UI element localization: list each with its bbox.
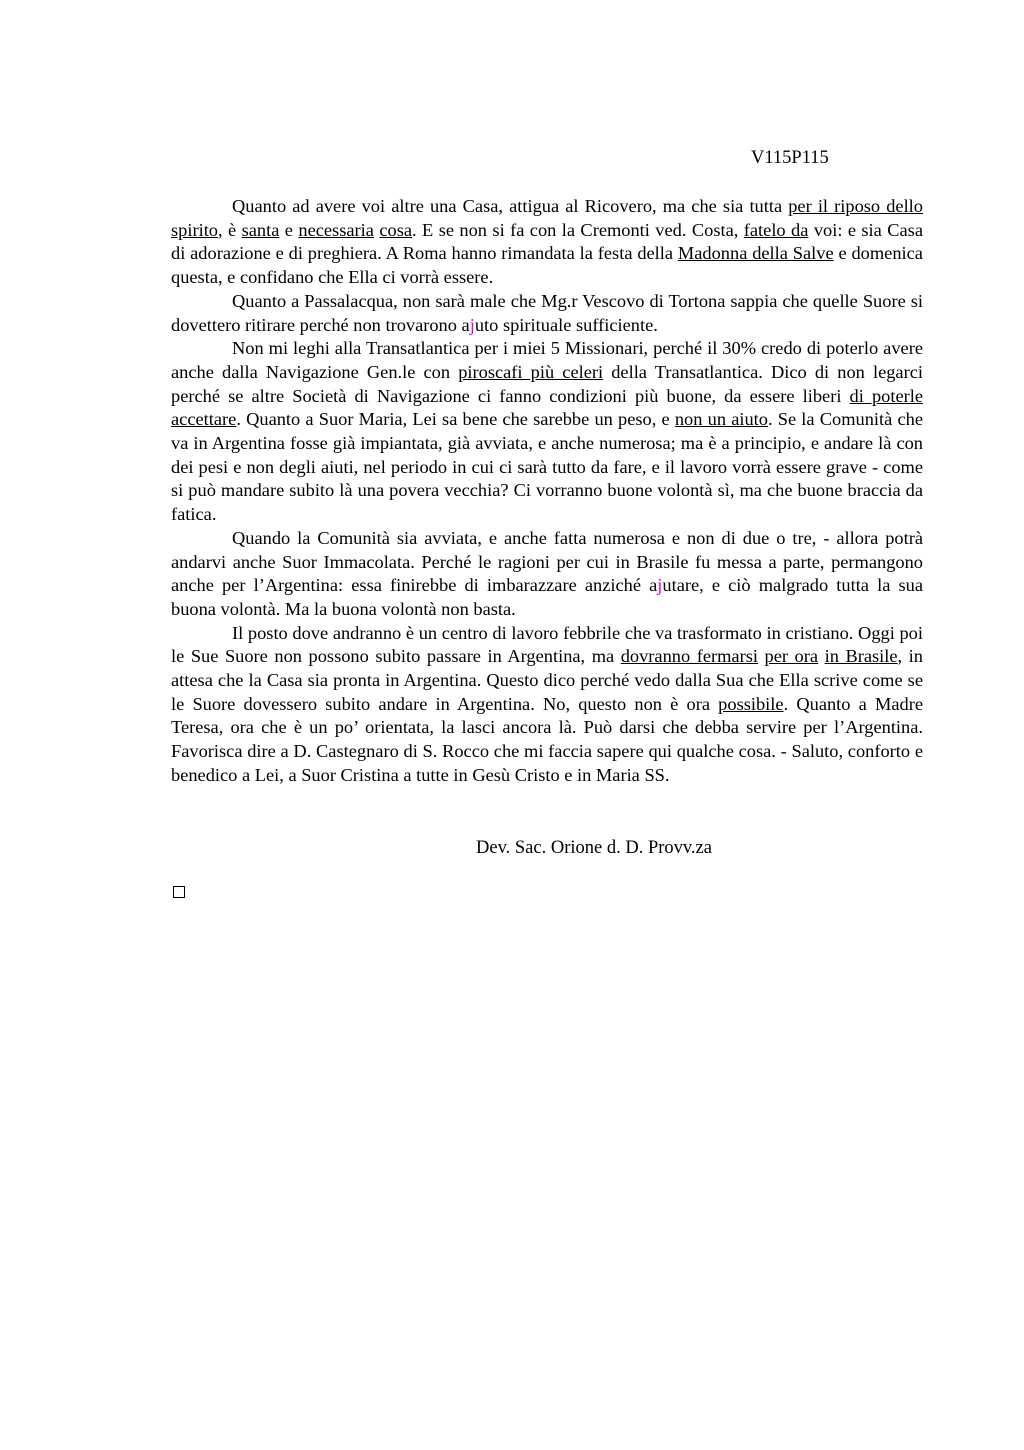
underlined-text: per ora [764,646,819,667]
text-segment: , in attesa che la Casa sia pronta in Argentina. Questo dico perché vedo dalla Sua che Ella scrive come se le Suore dovessero subito andare in Argentina. No, questo non è ora [171,646,923,714]
text-segment: . Quanto a Suor Maria, Lei sa bene che sarebbe un peso, e [236,409,675,430]
text-segment: Quanto a Passalacqua, non sarà male che Mg.r Vescovo di Tortona sappia che quelle Suore si dovettero ritirare perché non trovarono a [171,290,923,335]
text-segment: , è [218,219,242,240]
paragraph [171,290,923,337]
text-segment: e domenica questa, e confidano che Ella ci vorrà essere. [171,243,923,288]
text-segment: della Transatlantica. Dico di non legarci perché se altre Società di Navigazione ci fanno condizioni più buone, da essere liberi [171,361,923,406]
text-segment: Non mi leghi alla Transatlantica per i miei 5 Missionari, perché il 30% credo di poterlo avere anche dalla Navigazione Gen.le con [171,338,923,382]
letter-body [171,195,923,788]
text-segment: e [279,219,299,240]
text-segment: utare, e ciò malgrado tutta la sua buona volontà. Ma la buona volontà non basta. [171,575,923,619]
signature: Dev. Sac. Orione d. D. Provv.za [476,838,712,858]
highlighted-letter: j [469,314,475,335]
text-segment: Quanto ad avere voi altre una Casa, attigua al Ricovero, ma che sia tutta [232,196,789,216]
paragraph [171,195,923,290]
highlighted-letter: j [657,575,663,596]
underlined-text: cosa [379,219,413,240]
underlined-text: fatelo da [743,219,809,240]
underlined-text: non un aiuto [674,409,768,430]
text-segment: Il posto dove andranno è un centro di lavoro febbrile che va trasformato in cristiano. Oggi poi le Sue Suore non possono subito passare in Argentina, ma [171,622,923,667]
page-id: V115P115 [751,148,829,168]
empty-square-icon [173,886,185,898]
paragraph [171,622,923,788]
underlined-text: santa [241,219,280,240]
paragraph [171,527,923,622]
underlined-text: necessaria [298,219,374,240]
text-segment: Quando la Comunità sia avviata, e anche fatta numerosa e non di due o tre, - allora potrà andarvi anche Suor Immacolata. Perché le ragioni per cui in Brasile fu messa a parte, permangono anche per l’Argentina: essa finirebbe di imbarazzare anziché a [171,527,923,596]
underlined-text: di poterle accettare [171,385,924,430]
underlined-text: in Brasile [824,646,898,667]
text-segment: . Quanto a Madre Teresa, ora che è un po’ orientata, la lasci ancora là. Può darsi che debba servire per l’Argentina. Favorisca dire a D. Castegnaro di S. Rocco che mi faccia sapere qui qualche cosa. - Saluto, conforto e benedico a Lei, a Suor Cristina a tutte in Gesù Cristo e in Maria SS. [171,693,923,785]
underlined-text: dovranno fermarsi [620,646,758,667]
text-segment: . E se non si fa con la Cremonti ved. Costa, [412,219,744,240]
underlined-text: Madonna della Salve [677,243,834,264]
text-segment: uto spirituale sufficiente. [474,314,658,335]
underlined-text: piroscafi più celeri [458,361,604,382]
underlined-text: per il riposo dello spirito [171,196,923,240]
underlined-text: possibile [718,693,784,714]
text-segment: . Se la Comunità che va in Argentina fosse già impiantata, già avviata, e anche numerosa; ma è a principio, e andare là con dei pesi e non degli aiuti, nel periodo in cui ci sarà tutto da fare, e il lavoro vorrà essere grave - come si può mandare subito là una povera vecchia? Ci vorranno buone volontà sì, ma che buone braccia da fatica. [171,409,923,525]
paragraph [171,337,923,527]
text-segment: voi: e sia Casa di adorazione e di preghiera. A Roma hanno rimandata la festa della [171,219,923,264]
